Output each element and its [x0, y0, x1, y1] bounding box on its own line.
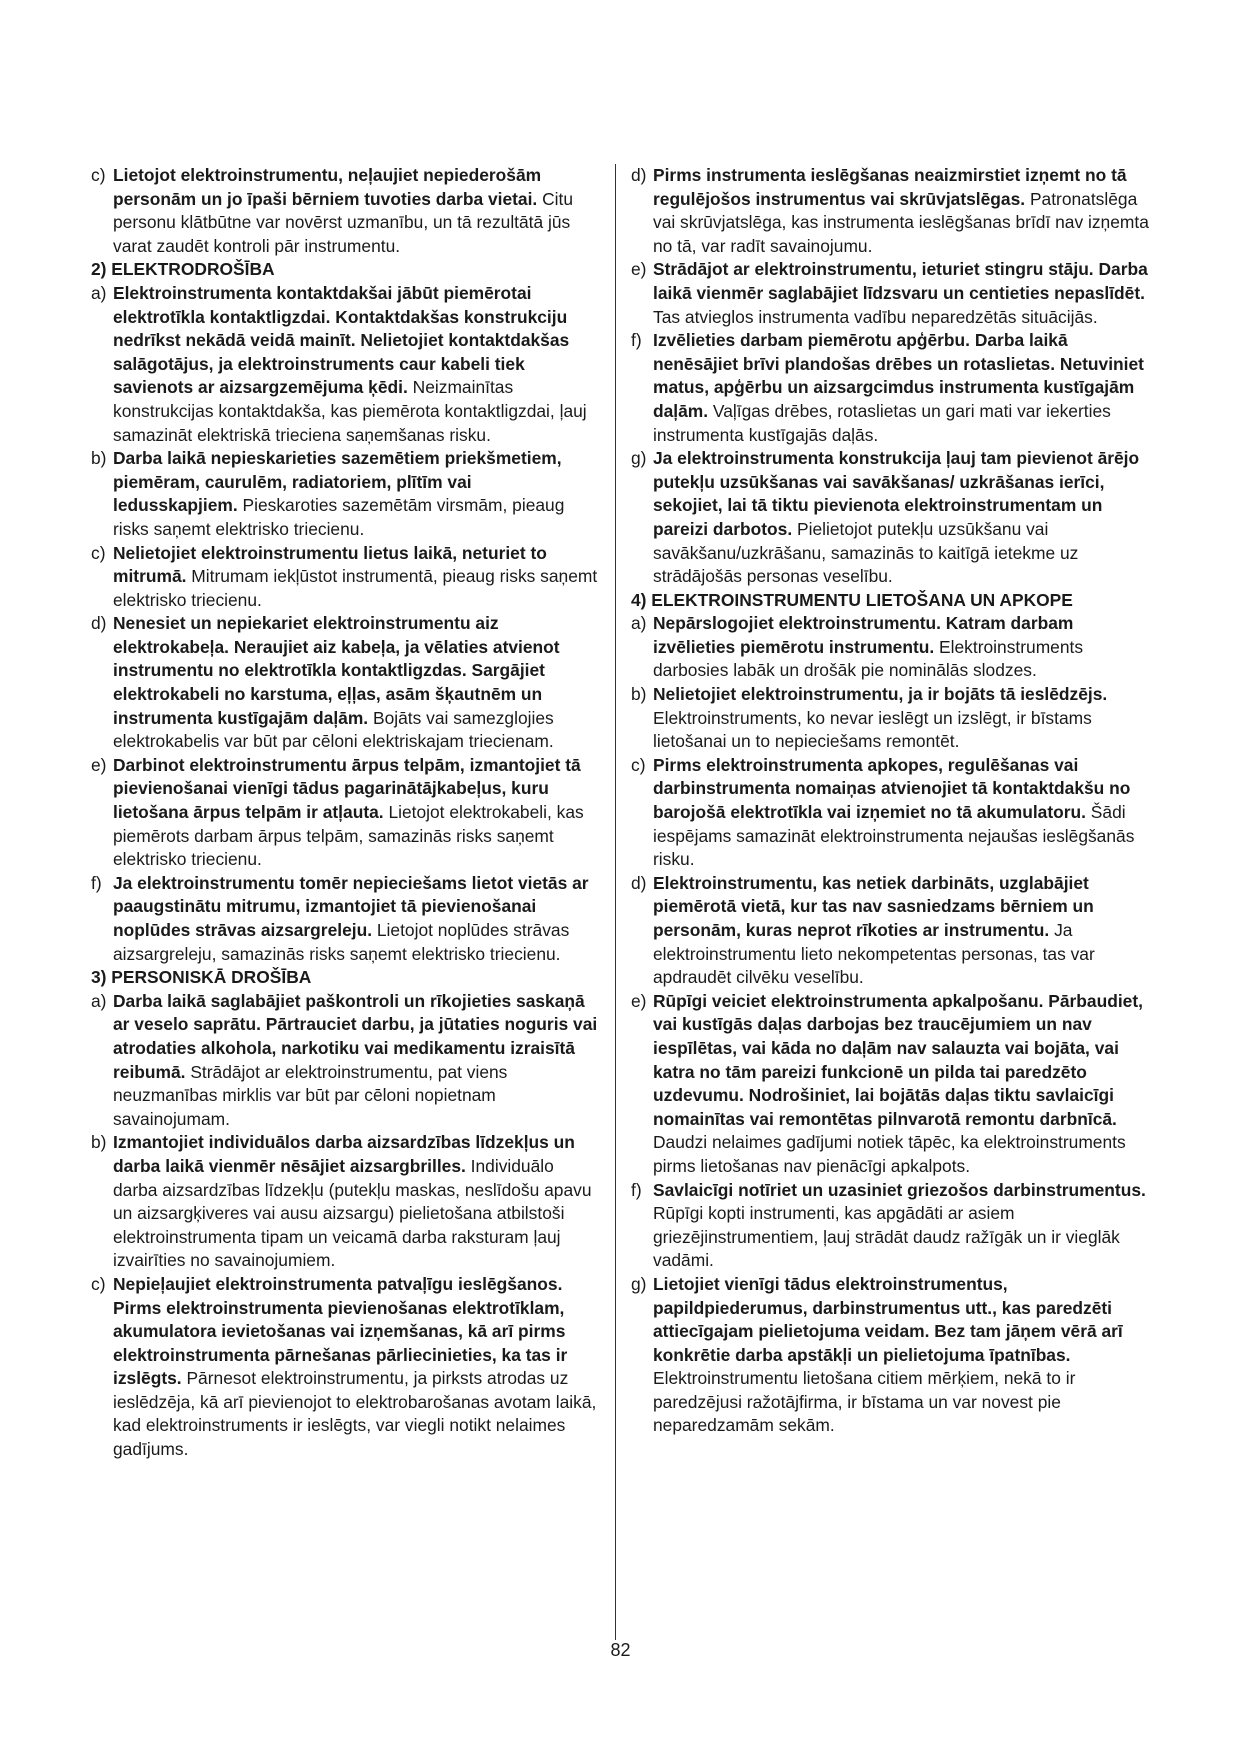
item-label: c) — [91, 1273, 106, 1294]
item-body-text: Vaļīgas drēbes, rotaslietas un gari mati var iekerties instrumenta kustīgajās daļās. — [653, 400, 1111, 445]
item-label: c) — [631, 754, 646, 775]
item-text — [113, 1273, 601, 1462]
item-body-text: Patronatslēga vai skrūvjatslēga, kas instrumenta ieslēgšanas brīdī nav izņemta no tā, var radīt savainojumu. — [653, 188, 1149, 256]
safety-item — [631, 258, 1151, 329]
item-text — [113, 164, 601, 258]
item-text — [113, 990, 601, 1132]
safety-item — [91, 1131, 601, 1273]
item-body-text: Pārnesot elektroinstrumentu, ja pirksts atrodas uz ieslēdzēja, kā arī pievienojot to elektrobarošanas avotam laikā, kad elektroinstruments ir ieslēgts, var viegli notikt nelaimes gadījums. — [113, 1368, 597, 1460]
item-label: f) — [631, 330, 642, 351]
item-bold-text: Darba laikā saglabājiet paškontroli un rīkojieties saskaņā ar veselo saprātu. Pārtrauciet darbu, ja jūtaties noguris vai atrodaties alkohola, narkotiku vai medikamentu izraisītā reibumā. — [113, 990, 598, 1082]
safety-item — [91, 1273, 601, 1462]
item-body-text: Strādājot ar elektroinstrumentu, pat viens neuzmanības mirklis var būt par cēloni nopietnam savainojumam. — [113, 1061, 508, 1129]
item-text — [653, 612, 1151, 683]
item-body-text: Daudzi nelaimes gadījumi notiek tāpēc, ka elektroinstruments pirms lietošanas nav pienācīgi apkalpots. — [653, 1132, 1126, 1176]
section-heading: 4) ELEKTROINSTRUMENTU LIETOŠANA UN APKOPE — [631, 589, 1073, 610]
item-label: d) — [631, 165, 647, 185]
safety-item — [631, 754, 1151, 872]
item-label: d) — [91, 613, 107, 634]
item-text — [653, 1273, 1151, 1438]
item-text — [653, 990, 1151, 1179]
safety-item — [631, 447, 1151, 589]
item-body-text: Individuālo darba aizsardzības līdzekļu (putekļu maskas, neslīdošu apavu un aizsargķiveres vai ausu aizsargu) pielietošana atbilstoši elektroinstrumenta tipam un veicamā darba raksturam ļauj izvairīties no savainojumiem. — [113, 1155, 592, 1271]
safety-item — [91, 282, 601, 447]
item-bold-text: Lietojot elektroinstrumentu, neļaujiet nepiederošām personām un jo īpaši bērniem tuvoties darba vietai. — [113, 165, 542, 209]
item-bold-text: Ja elektroinstrumenta konstrukcija ļauj tam pievienot ārējo putekļu uzsūkšanas vai savākšanas/ uzkrāšanas ierīci, sekojiet, lai tā tiktu pievienota elektroinstrumentam un pareizi darbotos. — [653, 448, 1140, 539]
item-body-text: Citu personu klātbūtne var novērst uzmanību, un tā rezultātā jūs varat zaudēt kontroli pār instrumentu. — [113, 188, 574, 256]
item-label: e) — [631, 990, 647, 1011]
left-column — [91, 164, 601, 1462]
item-label: c) — [91, 542, 106, 563]
item-text — [653, 754, 1151, 872]
item-label: b) — [91, 448, 107, 469]
item-bold-text: Nelietojiet elektroinstrumentu, ja ir bojāts tā ieslēdzējs. — [653, 684, 1108, 705]
item-label: a) — [631, 613, 647, 634]
item-text — [113, 282, 601, 447]
item-label: d) — [631, 872, 647, 893]
safety-item — [631, 612, 1151, 683]
item-bold-text: Izvēlieties darbam piemērotu apģērbu. Darba laikā nenēsājiet brīvi plandošas drēbes un rotaslietas. Netuviniet matus, apģērbu un aizsargcimdus instrumenta kustīgajām daļām. — [653, 330, 1144, 421]
item-bold-text: Elektroinstrumenta kontaktdakšai jābūt piemērotai elektrotīkla kontaktligzdai. Kontaktdakšas konstrukciju nedrīkst nekādā veidā mainīt. Nelietojiet kontaktdakšas salāgotājus, ja elektroinstruments caur kabeli tiek savienots ar aizsargzemējuma ķēdi. — [113, 282, 570, 398]
item-label: b) — [91, 1132, 107, 1153]
item-bold-text: Nelietojiet elektroinstrumentu lietus laikā, neturiet to mitrumā. — [113, 542, 547, 587]
safety-item — [91, 447, 601, 541]
safety-item — [91, 872, 601, 966]
item-bold-text: Pirms elektroinstrumenta apkopes, regulēšanas vai darbinstrumenta nomaiņas atvienojiet tā kontaktdakšu no barojošā elektrotīkla vai izņemiet no tā akumulatoru. — [653, 754, 1131, 823]
item-text — [653, 329, 1151, 447]
safety-item — [91, 754, 601, 872]
safety-item — [631, 990, 1151, 1179]
item-text — [113, 542, 601, 613]
item-bold-text: Darbinot elektroinstrumentu ārpus telpām, izmantojiet tā pievienošanai vienīgi tādus pagarinātājkabeļus, kuru lietošana ārpus telpām ir atļauta. — [113, 754, 581, 823]
item-bold-text: Ja elektroinstrumentu tomēr nepieciešams lietot vietās ar paaugstinātu mitrumu, izmantojiet tā pievienošanai noplūdes strāvas aizsargreleju. — [113, 872, 589, 940]
item-label: b) — [631, 684, 647, 705]
item-text — [653, 872, 1151, 990]
item-body-text: Tas atvieglos instrumenta vadību neparedzētās situācijās. — [653, 306, 1098, 327]
item-text — [653, 1179, 1151, 1273]
item-text — [113, 872, 601, 966]
item-bold-text: Nepieļaujiet elektroinstrumenta patvaļīgu ieslēgšanos. Pirms elektroinstrumenta pievienošanas elektrotīklam, akumulatora ievietošanas vai izņemšanas, kā arī pirms elektroinstrumenta pārnešanas pārliecinieties, ka tas ir izslēgts. — [113, 1273, 568, 1389]
item-bold-text: Strādājot ar elektroinstrumentu, ieturiet stingru stāju. Darba laikā vienmēr saglabājiet līdzsvaru un centieties nepaslīdēt. — [653, 259, 1148, 303]
item-body-text: Elektroinstruments darbosies labāk un drošāk pie nominālās slodzes. — [653, 636, 1084, 681]
item-bold-text: Izmantojiet individuālos darba aizsardzības līdzekļus un darba laikā vienmēr nēsājiet aizsargbrilles. — [113, 1132, 575, 1176]
item-text — [653, 164, 1151, 258]
item-body-text: Pielietojot putekļu uzsūkšanu vai savākšanu/uzkrāšanu, samazinās to kaitīgā ietekme uz strādājošās personas veselību. — [653, 518, 1079, 587]
item-label: f) — [91, 872, 102, 893]
item-text — [113, 447, 601, 541]
safety-item — [631, 329, 1151, 447]
item-label: g) — [631, 448, 647, 469]
item-label: a) — [91, 990, 107, 1011]
right-column — [631, 164, 1151, 1438]
item-label: c) — [91, 165, 106, 185]
safety-item — [631, 683, 1151, 754]
item-bold-text: Nepārslogojiet elektroinstrumentu. Katram darbam izvēlieties piemērotu instrumentu. — [653, 613, 1074, 657]
item-body-text: Bojāts vai samezglojies elektrokabelis var būt par cēloni elektriskajam triecienam. — [113, 707, 554, 752]
item-body-text: Pieskaroties sazemētām virsmām, pieaug risks saņemt elektrisko triecienu. — [113, 495, 565, 539]
item-label: e) — [631, 259, 647, 280]
safety-item — [91, 990, 601, 1132]
item-label: g) — [631, 1273, 647, 1294]
item-body-text: Neizmainītas konstrukcijas kontaktdakša, kas piemērota kontaktligzdai, ļauj samazināt elektriskā trieciena saņemšanas risku. — [113, 377, 587, 445]
item-text — [653, 447, 1151, 589]
item-body-text: Elektroinstrumentu lietošana citiem mērķiem, nekā to ir paredzējusi ražotājfirma, ir bīstama un var novest pie neparedzamām sekām. — [653, 1368, 1076, 1436]
item-body-text: Lietojot noplūdes strāvas aizsargreleju, samazinās risks saņemt elektrisko triecienu. — [113, 920, 570, 964]
safety-item — [91, 542, 601, 613]
safety-item — [631, 872, 1151, 990]
item-bold-text: Savlaicīgi notīriet un uzasiniet griezošos darbinstrumentus. — [653, 1179, 1146, 1200]
item-bold-text: Nenesiet un nepiekariet elektroinstrumentu aiz elektrokabeļa. Neraujiet aiz kabeļa, ja vēlaties atvienot instrumentu no elektrotīkla kontaktligzdas. Sargājiet elektrokabeli no karstuma, eļļas, asām šķautnēm un instrumenta kustīgajām daļām. — [113, 613, 560, 728]
item-bold-text: Darba laikā nepieskarieties sazemētiem priekšmetiem, piemēram, caurulēm, radiatoriem, plītīm vai ledusskapjiem. — [113, 448, 562, 516]
item-body-text: Elektroinstruments, ko nevar ieslēgt un izslēgt, ir bīstams lietošanai un to nepieciešams remontēt. — [653, 707, 1092, 752]
item-bold-text: Elektroinstrumentu, kas netiek darbināts, uzglabājiet piemērotā vietā, kur tas nav sasniedzams bērniem un personām, kuras neprot rīkoties ar instrumentu. — [653, 872, 1094, 940]
safety-item — [91, 164, 601, 258]
safety-item — [631, 1273, 1151, 1438]
item-text — [653, 683, 1151, 754]
item-body-text: Lietojot elektrokabeli, kas piemērots darbam ārpus telpām, samazinās risks saņemt elektrisko triecienu. — [113, 802, 584, 870]
safety-item — [91, 612, 601, 754]
item-label: a) — [91, 282, 107, 303]
page-number: 82 — [610, 1640, 631, 1660]
item-bold-text: Pirms instrumenta ieslēgšanas neaizmirstiet izņemt no tā regulējošos instrumentus vai skrūvjatslēgas. — [653, 165, 1127, 209]
item-body-text: Rūpīgi kopti instrumenti, kas apgādāti ar asiem griezējinstrumentiem, ļauj strādāt daudz ražīgāk un ir vieglāk vadāmi. — [653, 1203, 1120, 1271]
safety-item — [631, 1179, 1151, 1273]
item-text — [113, 754, 601, 872]
item-text — [653, 258, 1151, 329]
safety-item — [631, 164, 1151, 258]
item-bold-text: Rūpīgi veiciet elektroinstrumenta apkalpošanu. Pārbaudiet, vai kustīgās daļas darbojas bez traucējumiem un nav iespīlētas, vai kāda no daļām nav salauzta vai bojāta, vai katra no tām pareizi funkcionē un pilda tai paredzēto uzdevumu. Nodrošiniet, lai bojātās daļas tiktu savlaicīgi nomainītas vai remontētas pilnvarotā remontu darbnīcā. — [653, 990, 1143, 1129]
item-label: f) — [631, 1179, 642, 1200]
section-heading: 2) ELEKTRODROŠĪBA — [91, 259, 275, 280]
item-text — [113, 1131, 601, 1273]
column-divider — [615, 164, 616, 1640]
item-bold-text: Lietojiet vienīgi tādus elektroinstrumentus, papildpiederumus, darbinstrumentus utt., kas paredzēti attiecīgajam pielietojuma veidam. Bez tam jāņem vērā arī konkrētie darba apstākļi un pielietojuma īpatnības. — [653, 1273, 1123, 1365]
item-body-text: Šādi iespējams samazināt elektroinstrumenta nejaušas ieslēgšanās risku. — [653, 802, 1135, 870]
item-body-text: Ja elektroinstrumentu lieto nekompetentas personas, tas var apdraudēt cilvēku veselību. — [653, 920, 1095, 988]
item-body-text: Mitrumam iekļūstot instrumentā, pieaug risks saņemt elektrisko triecienu. — [113, 566, 598, 610]
item-label: e) — [91, 754, 107, 775]
section-heading: 3) PERSONISKĀ DROŠĪBA — [91, 967, 312, 988]
item-text — [113, 612, 601, 754]
